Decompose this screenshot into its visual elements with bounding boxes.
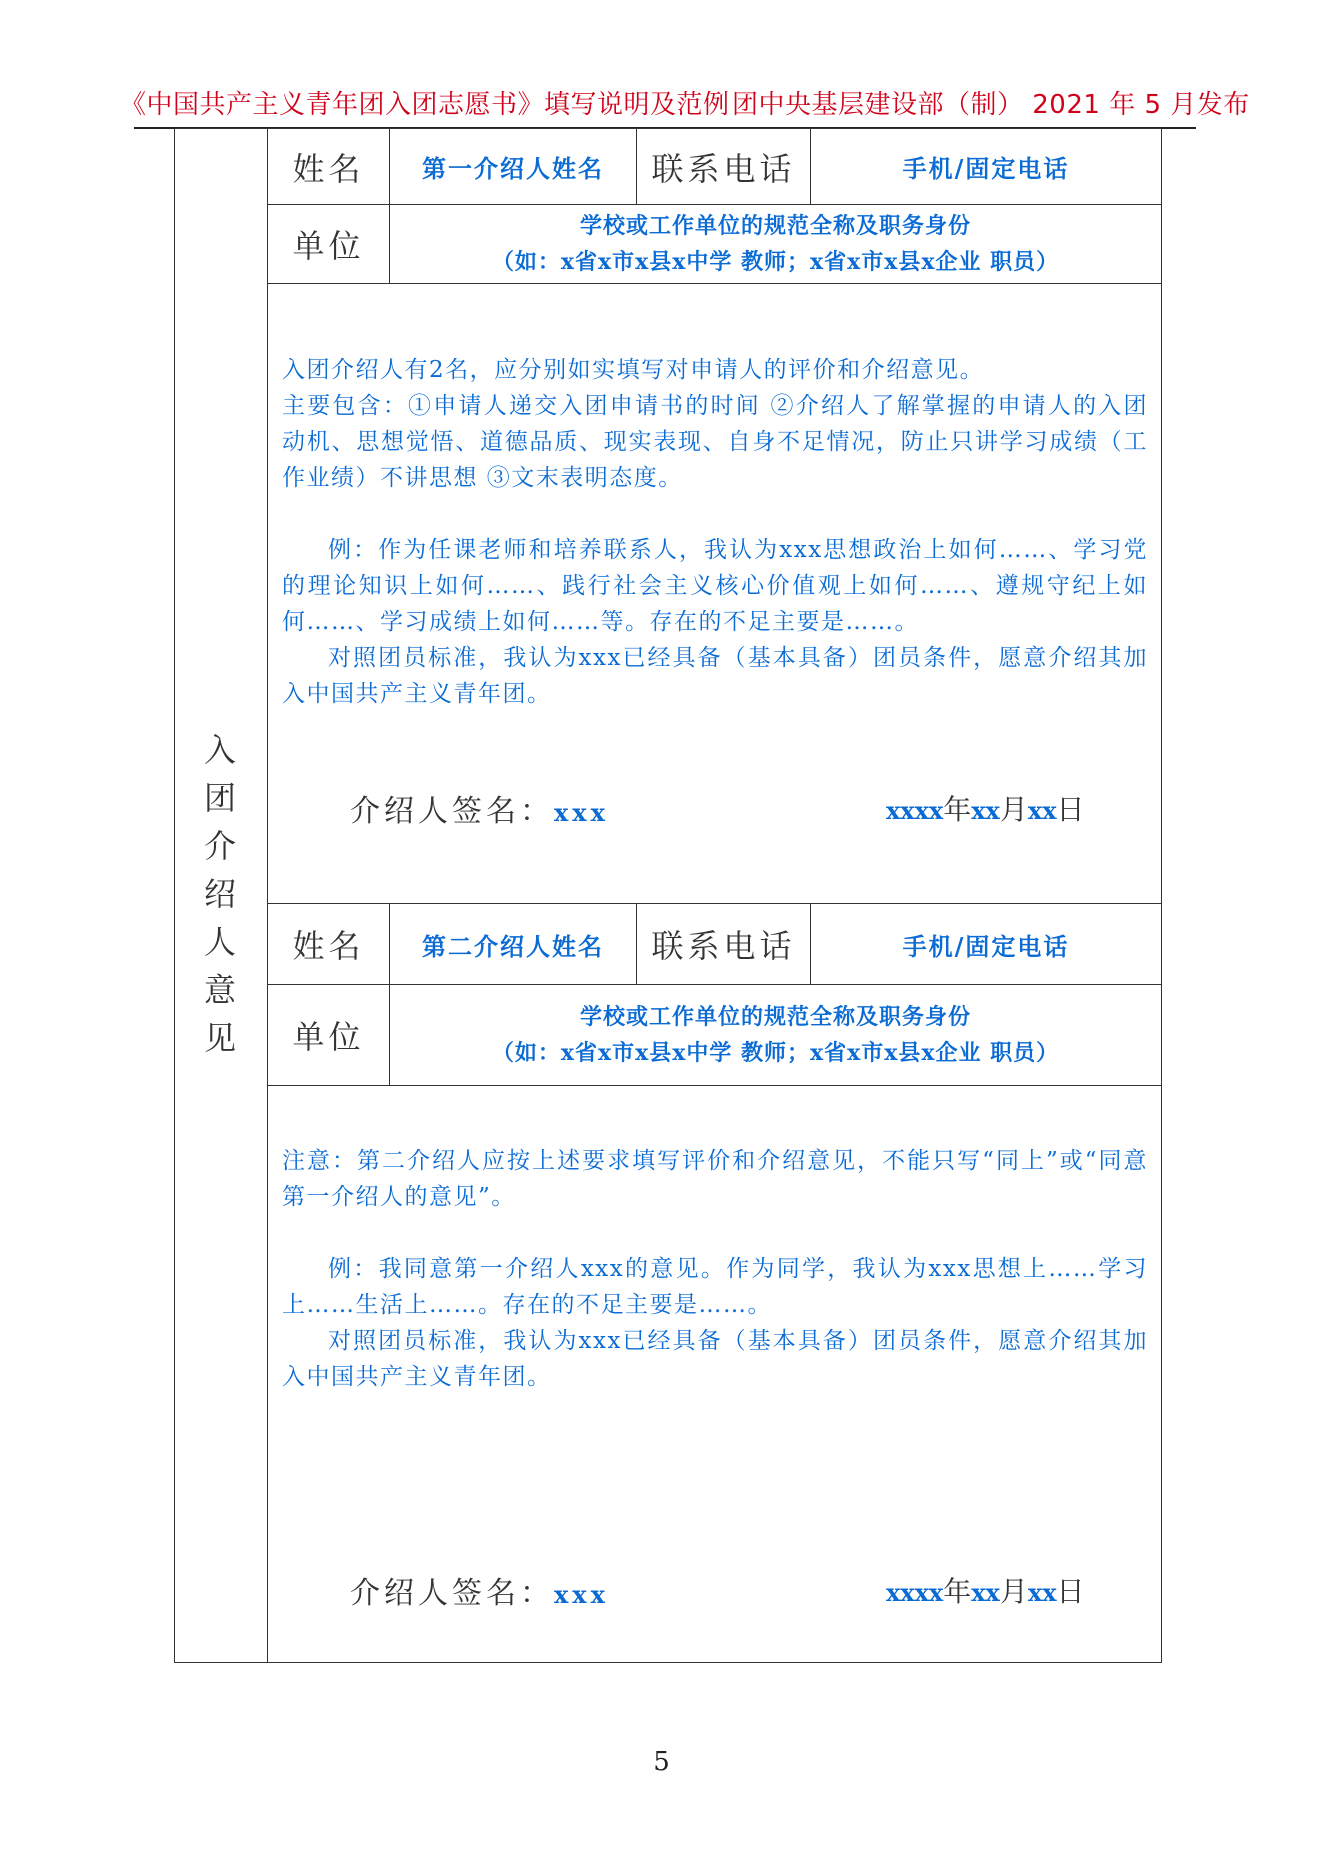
date-day-label: 日: [1056, 793, 1085, 826]
signature-line: [350, 786, 609, 830]
page-number: 5: [653, 1747, 670, 1777]
unit-value[interactable]: [390, 985, 1161, 1085]
section-label-char: 见: [203, 1019, 236, 1057]
opinion-paragraph: 入团介绍人有2名，应分别如实填写对申请人的评价和介绍意见。: [282, 357, 985, 383]
header-title: 《中国共产主义青年团入团志愿书》填写说明及范例: [120, 90, 730, 120]
signature-date[interactable]: [886, 788, 1085, 828]
date-month: xx: [971, 796, 1000, 825]
section-label: [175, 726, 265, 1062]
phone-label: 联系电话: [651, 927, 796, 965]
introducer1-opinion[interactable]: [282, 352, 1148, 712]
opinion-paragraph: 例：作为任课老师和培养联系人，我认为xxx思想政治上如何……、学习党的理论知识上如何……、践行社会主义核心价值观上如何……、遵规守纪上如何……、学习成绩上如何……等。存在的不足主要是……。: [282, 537, 1148, 635]
signature-label: 介绍人签名：: [350, 794, 554, 829]
section-label-char: 入: [203, 731, 236, 769]
name-value[interactable]: 第二介绍人姓名: [422, 931, 604, 961]
header-issuer: 团中央基层建设部（制） 2021 年 5 月发布: [732, 90, 1250, 120]
unit-label: 单位: [292, 227, 365, 265]
opinion-paragraph: 主要包含：①申请人递交入团申请书的时间 ②介绍人了解掌握的申请人的入团动机、思想觉悟、道德品质、现实表现、自身不足情况，防止只讲学习成绩（工作业绩）不讲思想 ③文末表明态度。: [282, 393, 1148, 491]
opinion-paragraph: 对照团员标准，我认为xxx已经具备（基本具备）团员条件，愿意介绍其加入中国共产主义青年团。: [282, 645, 1148, 707]
row-divider: [267, 283, 1162, 284]
date-day: xx: [1027, 796, 1057, 825]
phone-label: 联系电话: [651, 149, 796, 188]
section-divider: [267, 128, 268, 1663]
phone-value[interactable]: 手机/固定电话: [902, 154, 1070, 183]
unit-value[interactable]: [390, 205, 1161, 283]
name-value[interactable]: 第一介绍人姓名: [422, 154, 604, 183]
unit-line: 学校或工作单位的规范全称及职务身份: [579, 213, 971, 239]
signature-value[interactable]: xxx: [554, 798, 609, 827]
section-label-char: 介: [203, 827, 236, 865]
section-label-char: 意: [203, 971, 236, 1009]
signature-line: [350, 1568, 609, 1612]
date-year: xxxx: [886, 796, 944, 825]
date-month: xx: [971, 1578, 1000, 1607]
introducer2-opinion[interactable]: [282, 1143, 1148, 1395]
opinion-paragraph: 对照团员标准，我认为xxx已经具备（基本具备）团员条件，愿意介绍其加入中国共产主义青年团。: [282, 1328, 1148, 1390]
unit-example: （如：x省x市x县x中学 教师；x省x市x县x企业 职员）: [491, 249, 1060, 275]
date-month-label: 月: [999, 1575, 1028, 1608]
date-day: xx: [1027, 1578, 1057, 1607]
section-label-char: 绍: [203, 875, 236, 913]
name-label: 姓名: [292, 149, 365, 188]
date-year: xxxx: [886, 1578, 944, 1607]
signature-date[interactable]: [886, 1570, 1085, 1610]
section-label-char: 团: [203, 779, 236, 817]
date-year-label: 年: [943, 793, 972, 826]
unit-line: 学校或工作单位的规范全称及职务身份: [579, 1004, 971, 1030]
document-header: [120, 84, 1250, 121]
date-day-label: 日: [1056, 1575, 1085, 1608]
signature-value[interactable]: xxx: [554, 1580, 609, 1609]
date-year-label: 年: [943, 1575, 972, 1608]
unit-label: 单位: [292, 1018, 365, 1056]
phone-value[interactable]: 手机/固定电话: [902, 931, 1070, 961]
name-label: 姓名: [292, 927, 365, 965]
signature-label: 介绍人签名：: [350, 1576, 554, 1611]
opinion-paragraph: 注意：第二介绍人应按上述要求填写评价和介绍意见，不能只写“同上”或“同意第一介绍人的意见”。: [282, 1148, 1148, 1210]
opinion-paragraph: 例：我同意第一介绍人xxx的意见。作为同学，我认为xxx思想上……学习上……生活上……。存在的不足主要是……。: [282, 1256, 1148, 1318]
row-divider: [267, 1085, 1162, 1086]
section-label-char: 人: [203, 923, 236, 961]
date-month-label: 月: [999, 793, 1028, 826]
unit-example: （如：x省x市x县x中学 教师；x省x市x县x企业 职员）: [491, 1040, 1060, 1066]
